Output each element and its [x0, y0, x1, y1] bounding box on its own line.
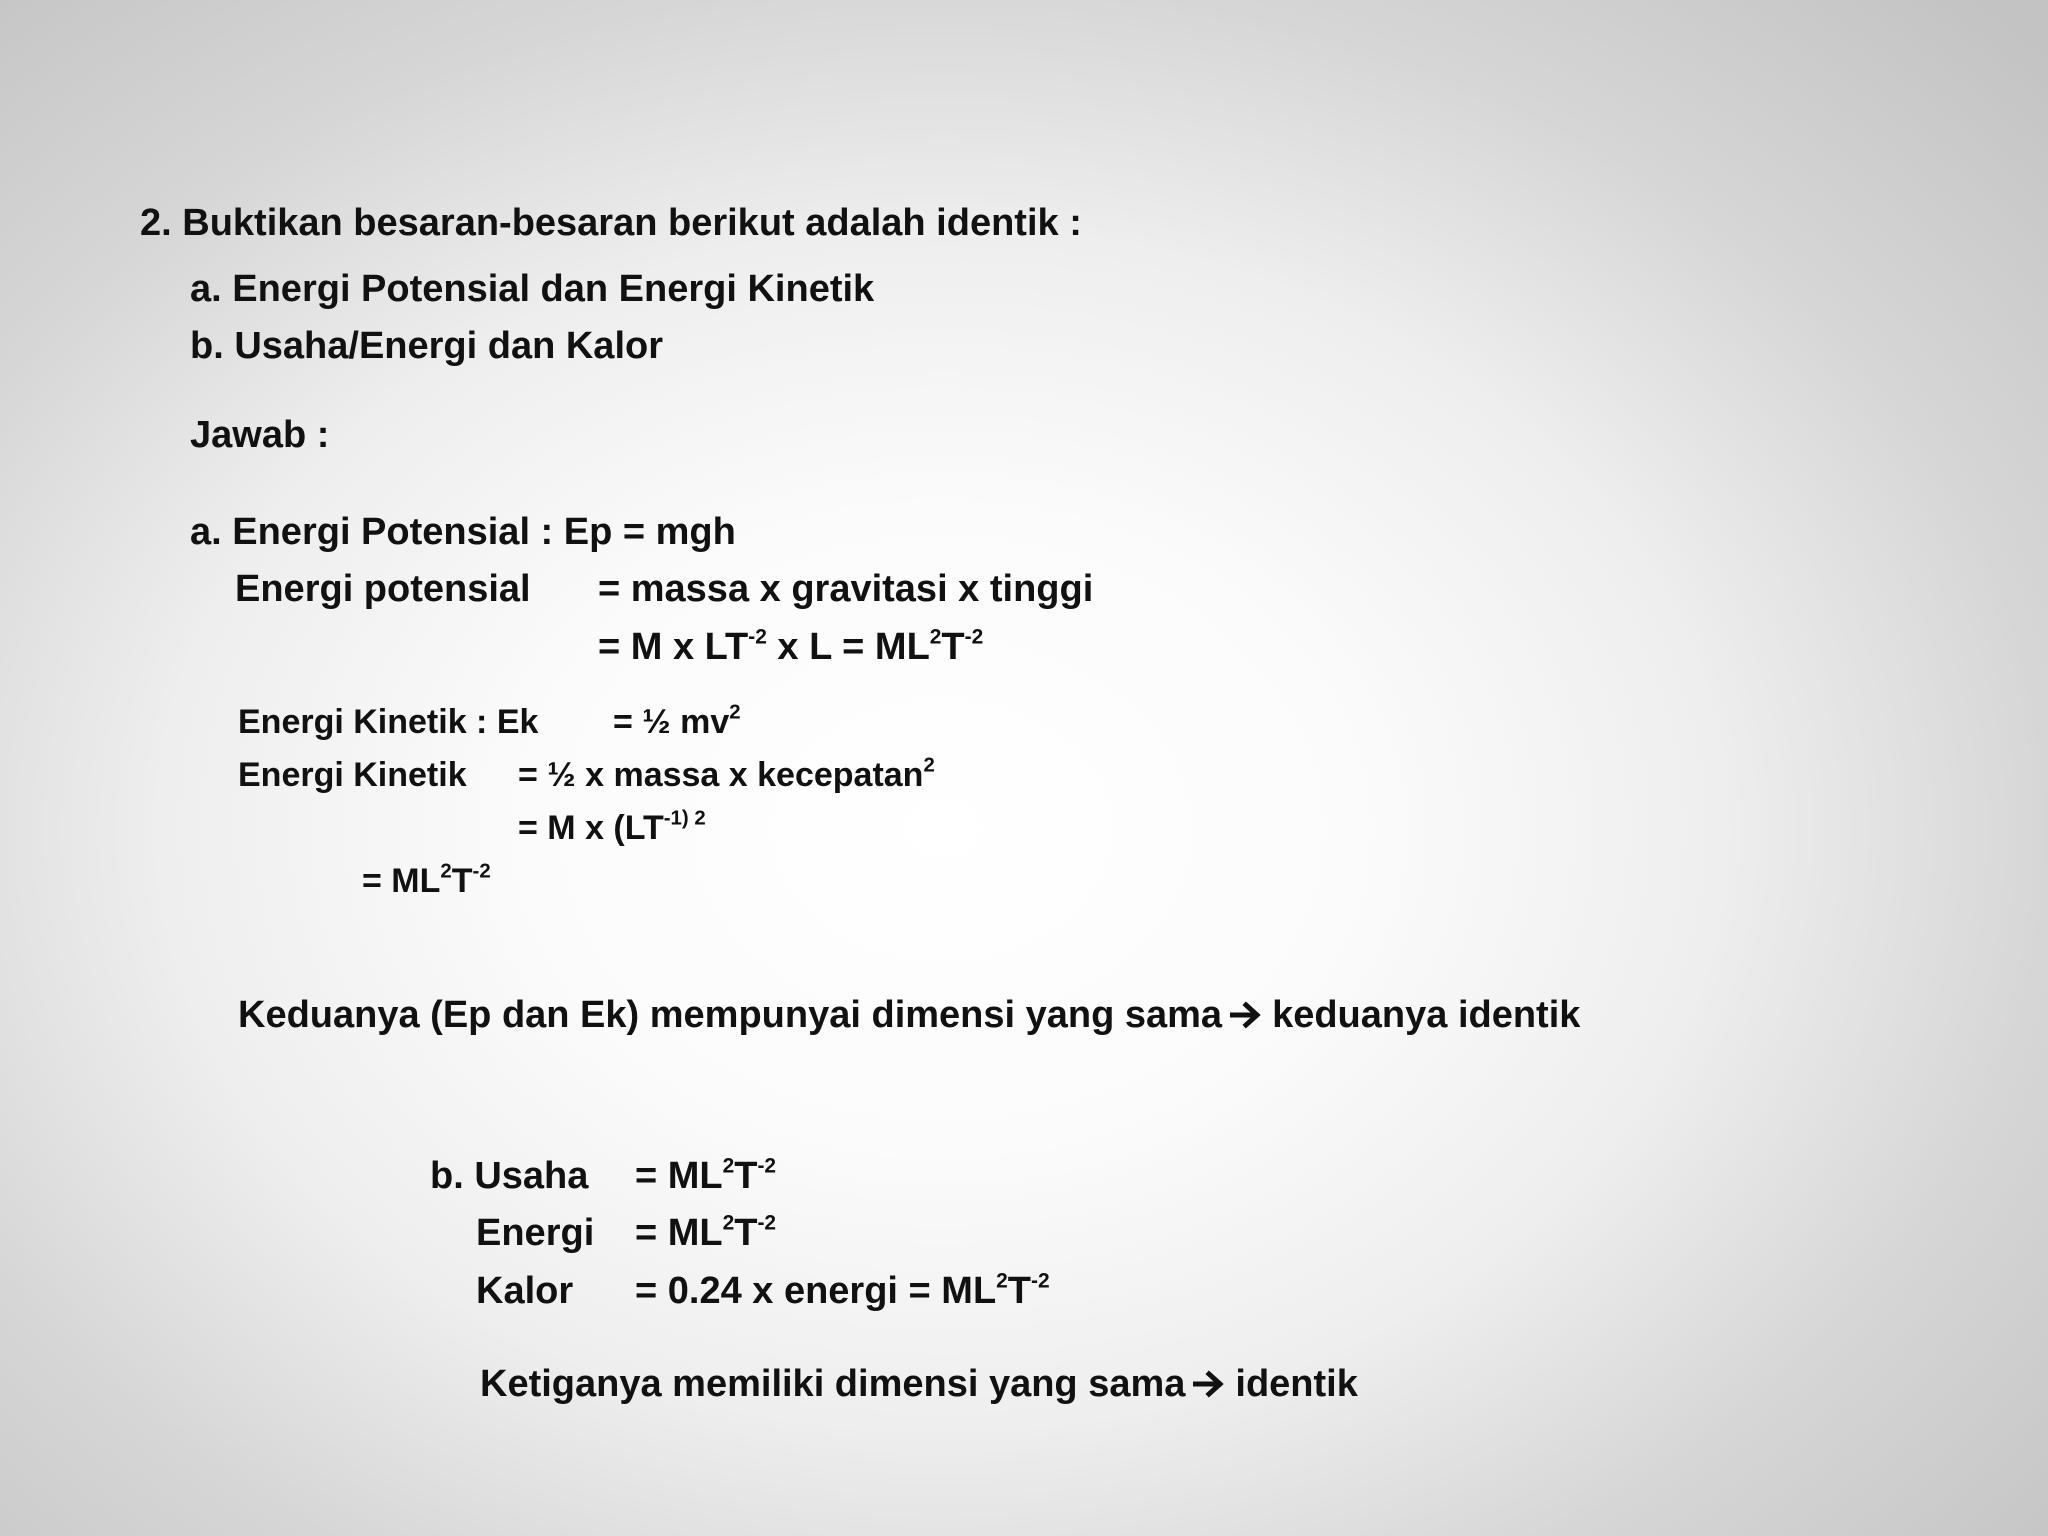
- ep-definition: = massa x gravitasi x tinggi: [598, 568, 1094, 610]
- energi-dimension: = $ML^2T^{-2}$: [635, 1211, 777, 1254]
- ep-label: Energi potensial: [235, 568, 531, 610]
- conclusion-a: Keduanya (Ep dan Ek) mempunyai dimensi yang sama keduanya identik: [238, 994, 1581, 1036]
- answer-label: Jawab :: [190, 414, 330, 456]
- ek-label: Energi Kinetik: [238, 756, 467, 794]
- ep-dimension: = M x $LT^{-2}$ x $L = ML^2T^{-2}$: [598, 625, 984, 668]
- conclusion-b: Ketiganya memiliki dimensi yang sama identik: [480, 1363, 1358, 1405]
- kalor-dimension: = 0.24 x energi = $ML^2T^{-2}$: [635, 1269, 1050, 1312]
- ek-definition: = ½ x massa x kecepatan$^2$: [518, 754, 935, 794]
- ek-dimension-2: = $ML^2T^{-2}$: [362, 860, 491, 900]
- question-item-a: a. Energi Potensial dan Energi Kinetik: [190, 268, 875, 310]
- kalor-label: Kalor: [476, 1270, 574, 1312]
- ep-formula-line: a. Energi Potensial : Ep = mgh: [190, 511, 736, 553]
- energi-label: Energi: [476, 1212, 595, 1254]
- question-item-b: b. Usaha/Energi dan Kalor: [190, 325, 663, 367]
- ek-dimension-1: = M x ($LT^{-1) 2}$: [518, 807, 706, 847]
- ek-formula-label: Energi Kinetik : Ek: [238, 703, 539, 741]
- arrow-right-icon: [1230, 1000, 1264, 1030]
- usaha-label: b. Usaha: [430, 1155, 589, 1197]
- usaha-dimension: = $ML^2T^{-2}$: [635, 1154, 777, 1197]
- arrow-right-icon: [1193, 1369, 1227, 1399]
- ek-formula: = ½ $mv^2$: [613, 701, 741, 741]
- question-title: 2. Buktikan besaran-besaran berikut adalah identik :: [140, 202, 1082, 244]
